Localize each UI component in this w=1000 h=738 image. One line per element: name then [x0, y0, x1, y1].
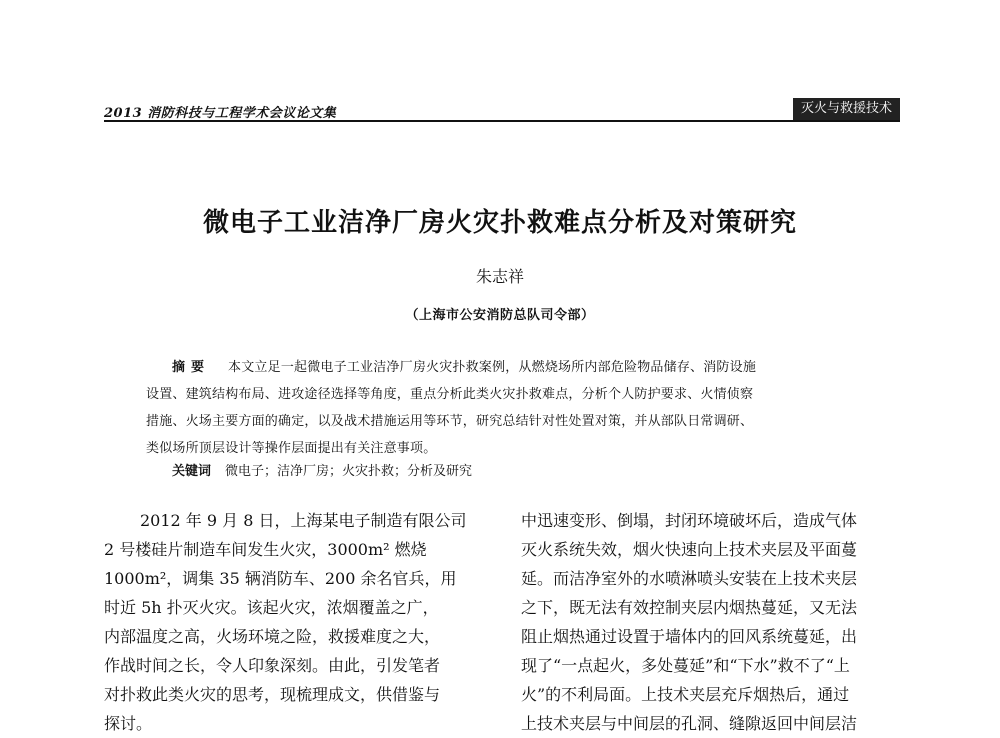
body-line: 探讨。	[104, 714, 153, 733]
journal-name: 2013 消防科技与工程学术会议论文集	[104, 106, 337, 121]
body-line: 阻止烟热通过设置于墙体内的回风系统蔓延，出	[521, 627, 858, 646]
abstract-line: 设置、建筑结构布局、进攻途径选择等角度，重点分析此类火灾扑救难点，分析个人防护要求、火情侦察	[146, 387, 754, 402]
body-line: 延。而洁净室外的水喷淋喷头安装在上技术夹层	[521, 569, 858, 588]
abstract-line: 摘要 本文立足一起微电子工业洁净厂房火灾扑救案例，从燃烧场所内部危险物品储存、消防设施	[172, 360, 757, 375]
abstract-line: 措施、火场主要方面的确定，以及战术措施运用等环节，研究总结针对性处置对策，并从部队日常调研、	[146, 414, 754, 429]
section-tag: 灭火与救援技术	[793, 98, 900, 120]
body-line: 2012 年 9 月 8 日，上海某电子制造有限公司	[140, 511, 467, 530]
body-line: 1000m²，调集 35 辆消防车、200 余名官兵，用	[104, 569, 457, 588]
abstract-label: 摘要	[172, 360, 211, 375]
body-line: 2 号楼硅片制造车间发生火灾，3000m² 燃烧	[104, 540, 427, 559]
body-line: 内部温度之高，火场环境之险，救援难度之大，	[104, 627, 441, 646]
keywords	[172, 460, 472, 479]
paper-title: 微电子工业洁净厂房火灾扑救难点分析及对策研究	[202, 208, 797, 238]
abstract-line: 类似场所顶层设计等操作层面提出有关注意事项。	[146, 441, 437, 456]
author-name: 朱志祥	[475, 267, 524, 286]
body-column-left	[104, 506, 494, 738]
body-line: 中迅速变形、倒塌，封闭环境破坏后，造成气体	[521, 511, 858, 530]
header-rule	[104, 120, 900, 122]
body-line: 上技术夹层与中间层的孔洞、缝隙返回中间层洁	[521, 714, 858, 733]
keywords-text: 微电子；洁净厂房；火灾扑救；分析及研究	[225, 464, 473, 479]
keywords-label: 关键词	[172, 464, 212, 479]
body-line: 灭火系统失效，烟火快速向上技术夹层及平面蔓	[521, 540, 858, 559]
body-line: 对扑救此类火灾的思考，现梳理成文，供借鉴与	[104, 685, 441, 704]
body-line: 火”的不利局面。上技术夹层充斥烟热后，通过	[521, 685, 850, 704]
body-line: 现了“一点起火，多处蔓延”和“下水”救不了“上	[521, 656, 850, 675]
abstract	[146, 354, 864, 462]
body-line: 时近 5h 扑灭火灾。该起火灾，浓烟覆盖之广，	[104, 598, 439, 617]
body-line: 之下，既无法有效控制夹层内烟热蔓延，又无法	[521, 598, 858, 617]
body-column-right	[521, 506, 911, 738]
author-affiliation: （上海市公安消防总队司令部）	[405, 308, 595, 323]
running-header	[104, 98, 900, 124]
body-line: 作战时间之长，令人印象深刻。由此，引发笔者	[104, 656, 441, 675]
